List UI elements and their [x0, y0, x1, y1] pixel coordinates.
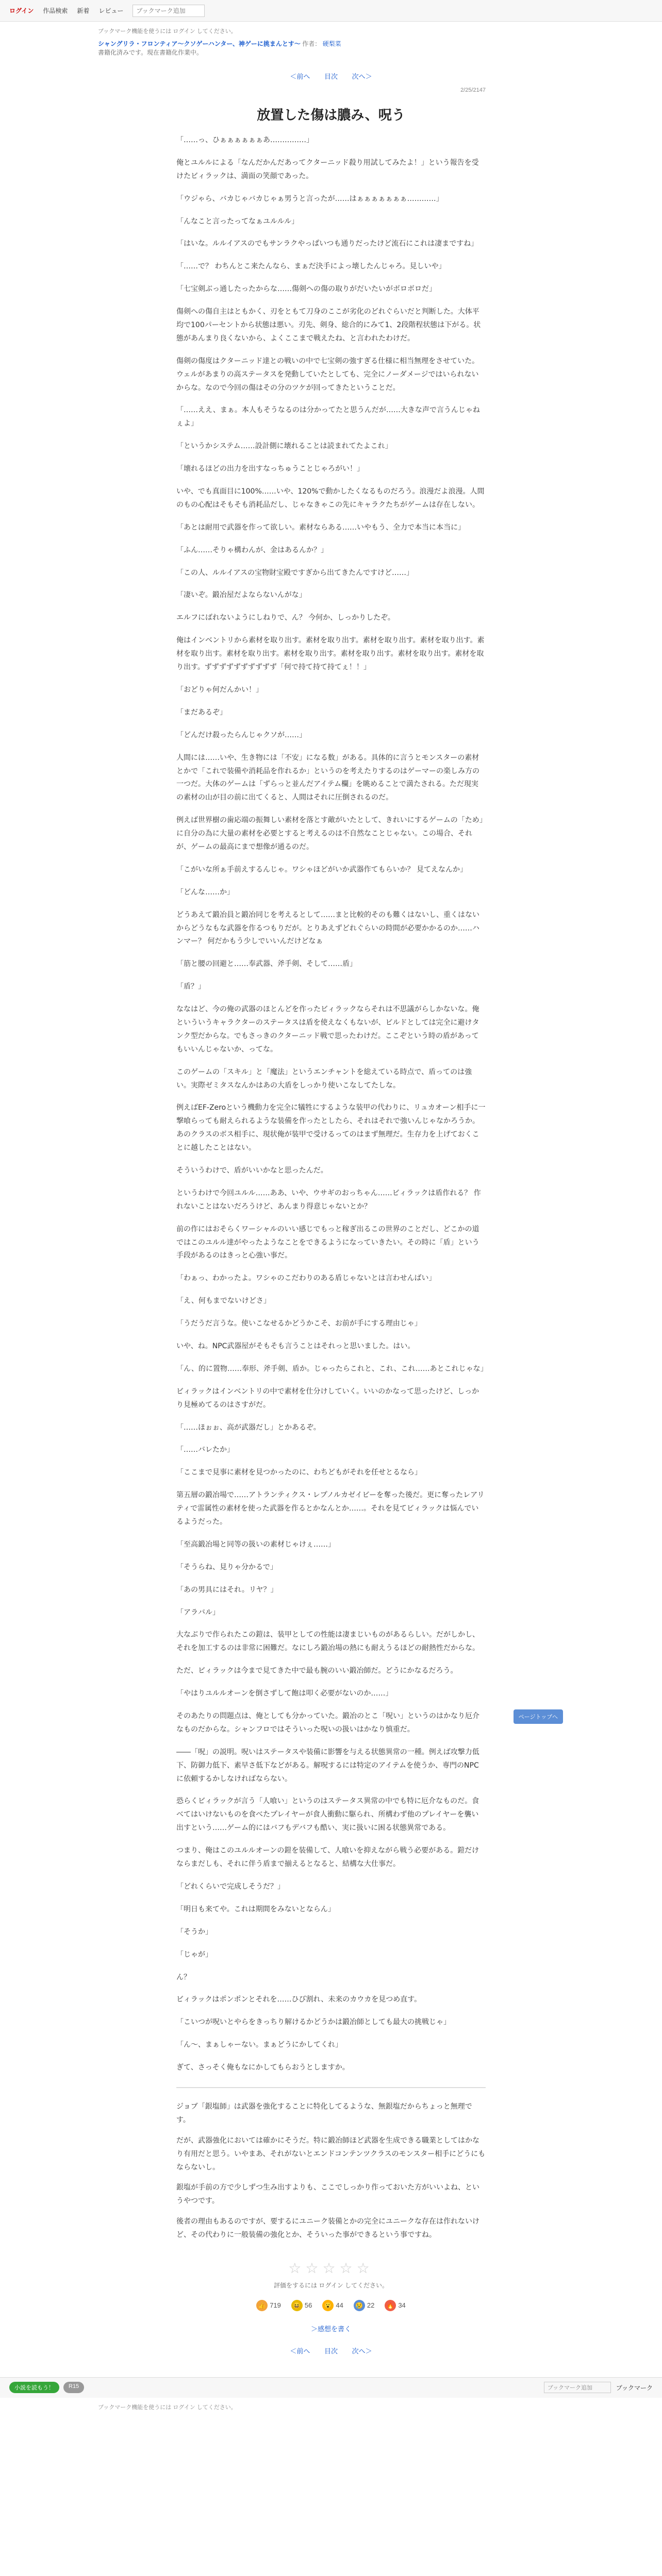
paragraph: 「え、何もまでないけどさ」 [176, 1297, 271, 1306]
afterword [176, 2100, 486, 2242]
reaction-link-wrap [176, 2324, 486, 2333]
paragraph: 「この人、ルルイアスの宝物財宝殿ですぎから出てきたんですけど……」 [176, 568, 413, 577]
paragraph: 「ふん……そりゃ構わんが、金はあるんか？」 [176, 546, 328, 554]
paragraph: 「七宝剣ぶっ通したったからな……傷剣への傷の取りがだいたいがボロボロだ」 [176, 285, 436, 294]
paragraph: 「ウジゃら、バカじゃバカじゃぁ男うと言ったが……はぁぁぁぁぁぁぁ…………」 [176, 194, 443, 203]
afterword-paragraph: 後者の理由もあるのですが、要するにユニーク装備とかの完全にユニークな存在は作れないけど、その代わりに一般装備の強化とか、そういった事ができるという事ですね。 [176, 2217, 479, 2240]
next-link[interactable]: 次へ＞ [352, 73, 372, 80]
rating-stars[interactable]: ☆☆☆☆☆ [288, 2260, 374, 2276]
section-divider [176, 2087, 486, 2088]
reaction-wow[interactable] [322, 2300, 343, 2311]
review-link[interactable]: レビュー [98, 7, 124, 14]
top-search-input[interactable] [133, 5, 205, 17]
paragraph: 「ん〜、まぁしゃーない。まぁどうにかしてくれ」 [176, 2041, 342, 2049]
paragraph: 大なぶりで作られたこの鎧は、装甲としての性能は凄まじいものがあるらしい。だがしかし、それを加工するのは非常に困難だ。なにしろ鍛冶場の熱にも耐えうるほどの耐熱性だからな。 [176, 1631, 479, 1653]
paragraph: 前の作にはおそらくワーシャルのいい感じでもっと稼ぎ出るこの世界のことだし、どこかの道ではこのユルル達がやったようなことをできるようになっていきたい。その時に「盾」という手段があるのはきっと心強い事だ。 [176, 1225, 479, 1260]
reaction-count: 719 [270, 2301, 281, 2310]
page-top-button[interactable]: ページトップへ [514, 1709, 563, 1724]
paragraph: 例えば世界樹の歯応端の振舞しい素材を落とす敵がいたとして、きれいにするゲームの「ため」に自分の為に大量の素材を必要とすると考えるのは不自然なことじゃない。この場合、それが、ゲームの最高にまで想像が通るのだ。 [176, 816, 483, 851]
paragraph: というわけで今回ユルル……ああ、いや、ウサギのおっちゃん……ビィラックは盾作れる？ 作れないことはないだろうけど、あんまり得意じゃないとか？ [176, 1189, 481, 1211]
chapter-title: 放置した傷は膿み、呪う [257, 108, 405, 123]
paragraph: 俺はインベントリから素材を取り出す。素材を取り出す。素材を取り出す。素材を取り出す。素材を取り出す。素材を取り出す。素材を取り出す。素材を取り出す。素材を取り出す。素材を取り出す。ずずずずずずずずずず「何で持て持て持てぇ！！」 [176, 636, 485, 672]
chapter-date: 2/25/2147 [460, 87, 486, 93]
paragraph: 「おどりゃ何だんかい！」 [176, 685, 263, 694]
paragraph: 「どれくらいで完成しそうだ？」 [176, 1882, 285, 1891]
bookmark-note: ブックマーク機能を使うには ログイン してください。 [98, 28, 237, 35]
series-header [0, 39, 662, 57]
paragraph: 「明日も来てや。これは期間をみないとならん」 [176, 1905, 335, 1913]
reaction-count: 56 [304, 2301, 312, 2310]
toc-link[interactable]: 目次 [324, 2347, 338, 2355]
toc-link[interactable]: 目次 [324, 73, 338, 80]
paragraph: 「……バレたか」 [176, 1446, 234, 1454]
footer-search-input[interactable]: ブックマーク追加 [544, 2382, 611, 2393]
paragraph: 恐らくビィラックが言う「人喰い」というのはステータス異常の中でも特に厄介なものだ。食べてはいけないものを食べたプレイヤーが食人衝動に駆られ、所構わず他のプレイヤーを襲い出すという……ゲーム的にはバフもデバフも酷い、実に扱いに困る状態異常である。 [176, 1797, 479, 1833]
paragraph: どうあえて鍛冶員と鍛冶同じを考えるとして……まと比較的そのも難くはないし、重くはないからどうなもな武器を作るつもりだが。とりあえずどれぐらいの時間が必要かかるのか……ハンマー？ 何だかもう少しでいいんだけどなぁ [176, 910, 479, 946]
afterword-paragraph: 銀塩が手前の方で少しずつ生み出すよりも、ここでしっかり作っておいた方がいいよね、というやつです。 [176, 2183, 479, 2206]
paragraph: 「やはりユルルオーンを倒さずして飽は叩く必要がないのか……」 [176, 1689, 393, 1698]
paragraph: 「……で？ わちんとこ来たんなら、まぁだ決手によっ壊したんじゃろ。見しいや」 [176, 262, 446, 271]
paragraph: 傷剣への傷自主はともかく、刃をともて刀身のここが劣化のどれぐらいだと判断した。大体平均で100パーセントから状態は悪い。刃先、剣身、総合的にみて1、2段階程状態は下がる。状態があんまり良くないから、よくここまで戦えたね、と言われたわけだ。 [176, 308, 481, 343]
afterword-paragraph: ジョブ「銀塩師」は武器を強化することに特化してるような、無銀塩だからちょっと無理です。 [176, 2102, 472, 2124]
reaction-count: 44 [336, 2301, 343, 2310]
paragraph: 「んなこと言ったってなぁユルルル」 [176, 217, 299, 226]
paragraph: ――「呪」の説明。呪いはステータスや装備に影響を与える状態異常の一種。例えば攻撃力低下、防御力低下、素早さ低下などがある。解呪するには特定のアイテムを使うか、専門のNPCに依頼するかしなければならない。 [176, 1748, 479, 1783]
reaction-fire[interactable] [385, 2300, 405, 2311]
top-chapter-nav [176, 71, 486, 81]
top-navigation-bar [0, 0, 662, 22]
bookmark-link[interactable]: ブックマーク [616, 2384, 653, 2392]
paragraph: 人間には……いや、生き物には「不安」になる数」がある。具体的に言うとモンスターの素材とかで「これで装備や消耗品を作れるか」というのを考えたりするのはゲーマーの楽しみ方の一つだ。大体のゲームは「ずらっと並んだアイテム欄」を眺めることで満たされる。ただ現実の素材の山が目の前に出てくると、人間はそれに圧倒されるのだ。 [176, 753, 479, 802]
paragraph: 「まだあるぞ」 [176, 708, 227, 717]
next-link[interactable]: 次へ＞ [352, 2347, 372, 2355]
series-title[interactable]: シャングリラ・フロンティア〜クソゲーハンター、神ゲーに挑まんとす〜 [98, 40, 301, 47]
reaction-bar [176, 2300, 486, 2311]
paragraph: 「うだうだ言うな。使いこなせるかどうかこそ、お前が手にする理由じゃ」 [176, 1319, 422, 1328]
series-subline: 書籍化済みです。現在書籍化作業中。 [98, 49, 203, 56]
paragraph: 例えばEF-Zeroという機動力を完全に犠牲にするような装甲の代わりに、リュカオーン相手に一撃喰らっても耐えられるような装備を作ったとしたら、それはそれで強いんじゃなかろうか。あのクラスのボス相手に、現状俺が装甲で受けるってのはまず無理だ。生存力を上げておくことに越したことはない。 [176, 1104, 486, 1153]
cry-icon: 😢 [354, 2300, 365, 2311]
paragraph: 「ん、的に置物……奉形、斧手剣、盾か。じゃったらこれと、これ、これ……あとこれじゃな」 [176, 1364, 488, 1373]
rating-badge: R15 [63, 2382, 84, 2393]
footer-bar [0, 2377, 662, 2398]
paragraph: 傷剣の傷度はクターニッド達との戦いの中で七宝剣の強すぎる仕様に相当無理をさせていた。ウェルがあまりの高ステータスを発動していたとしても、完全にノーダメージではいられないからな。なので今回の傷はその分のツケが回ってきたということだ。 [176, 357, 479, 392]
paragraph: エルフにばれないようにしねりで、ん？ 今何か、しっかりしたぞ。 [176, 614, 395, 622]
paragraph: ん？ [176, 1973, 191, 1981]
paragraph: いや、でも真面目に100%……いや、120%で動かしたくなるものだろう。浪漫だよ浪漫。人間のもの心配はそもそも消耗品だし、じゃなきゃこの先にキャラクたちがゲームは存在しない。 [176, 487, 485, 509]
paragraph: 「じゃが」 [176, 1950, 212, 1959]
footer-note: ブックマーク機能を使うには ログイン してください。 [98, 2404, 237, 2411]
footer-actions [544, 2382, 653, 2393]
paragraph: 「盾？」 [176, 982, 205, 991]
paragraph: 「どんだけ殺ったらんじゃクソが……」 [176, 731, 306, 739]
paragraph: 「そうか」 [176, 1927, 212, 1936]
paragraph: 「あとは耐用で武器を作って欲しい。素材ならある……いやもう、全力で本当に本当に」 [176, 523, 465, 532]
paragraph: 第五層の鍛冶場で……アトランティクス・レプノルカゼイビーを奪った後だ。更に奪ったレアリティで雷属性の素材を使った武器を作るとかなんとか……。それを見てビィラックは悩んでいるようだった。 [176, 1491, 485, 1527]
paragraph: 「わぁっ、わかったよ。ワシゃのこだわりのある盾じゃないとは言わせんばい」 [176, 1274, 436, 1283]
paragraph: 「こがいな所ぁ手前えするんじゃ。ワシゃほどがいか武器作てもらいか？ 見てえなんか」 [176, 865, 468, 874]
site-badge: 小説を読もう！ [9, 2382, 59, 2393]
new-link[interactable]: 新着 [77, 7, 90, 14]
laugh-icon: 😆 [291, 2300, 303, 2311]
paragraph: ビィラックはインベントリの中で素材を仕分けしていく。いいのかなって思ったけど、しっかり見極めてるのはさすがだ。 [176, 1387, 479, 1409]
chapter-body [176, 134, 486, 2075]
fire-icon: 🔥 [385, 2300, 396, 2311]
paragraph: 「壊れるほどの出力を出すなっちゅうことじゃろがい！」 [176, 465, 364, 473]
works-link[interactable]: 作品検索 [43, 7, 68, 14]
rating-note: 評価をするには ログイン してください。 [273, 2281, 389, 2289]
author-link[interactable]: 硬梨菜 [322, 40, 341, 47]
paragraph: このゲームの「スキル」と「魔法」というエンチャントを総えている時点で、盾ってのは強い。実際ゼミタスなんかはあの大盾をしっかり使いこなしてたしな。 [176, 1067, 472, 1090]
footer-badges [9, 2382, 84, 2393]
main-content [176, 71, 558, 2355]
reaction-laugh[interactable] [291, 2300, 312, 2311]
paragraph: いや、ね。NPC武器屋がそもそも言うことはそれっと思いました。はい。 [176, 1342, 415, 1350]
paragraph: つまり、俺はこのユルルオーンの鎧を装備して、人喰いを抑えながら戦う必要がある。鎧だけならまだしも、それに伴う盾まで揃えるとなると、結構な大仕事だ。 [176, 1846, 479, 1869]
paragraph: 「はいな。ルルイアスのでもサンラクやっぱいつも通りだったけど流石にこれは凄まですね」 [176, 240, 478, 248]
paragraph: 「……っ、ひぁぁぁぁぁぁあ……………」 [176, 136, 313, 144]
paragraph: 「……ええ、まぁ。本人もそうなるのは分かってたと思うんだが……大きな声で言うんじゃねぇよ」 [176, 406, 480, 428]
paragraph: 「というかシステム……設計側に壊れることは読まれてたよこれ」 [176, 442, 392, 451]
paragraph: 「ここまで見事に素材を見つかったのに、わちどもがそれを任せとるなら」 [176, 1468, 422, 1477]
paragraph: 「筋と腰の回避と……奉武器、斧手剣、そして……盾」 [176, 960, 357, 969]
write-comment-link[interactable]: ＞感想を書く [310, 2325, 351, 2333]
paragraph: ビィラックはポンポンとそれを……ひび割れ、未来のカウカを見つめ直す。 [176, 1995, 422, 2004]
paragraph: 「あの男具にはそれ。リヤ？」 [176, 1585, 278, 1594]
reaction-cry[interactable] [354, 2300, 374, 2311]
reaction-count: 34 [398, 2301, 406, 2310]
paragraph: そういうわけで、盾がいいかなと思ったんだ。 [176, 1166, 328, 1175]
login-link[interactable]: ログイン [9, 7, 34, 14]
paragraph: 俺とユルルによる「なんだかんだあってクターニッド殺り用試してみたよ！」という報告を受けたビィラックは、満面の笑顔であった。 [176, 158, 479, 180]
prev-link[interactable]: ＜前へ [290, 73, 310, 80]
thumb-icon: 👍 [256, 2300, 268, 2311]
afterword-paragraph: だが、武器強化においては確かにそうだ。特に鍛冶師ほど武器を生成できる職業としてはかなり有用だと思う。いやまあ、それがないとエンドコンテンツクラスのモンスター相手にどうにもならないし。 [176, 2136, 486, 2172]
wow-icon: 😮 [322, 2300, 334, 2311]
paragraph: 「こいつが呪いとやらをきっちり解けるかどうかは鍛冶師としても最大の挑戦じゃ」 [176, 2018, 451, 2027]
paragraph: そのあたりの問題点は、俺としても分かっていた。鍛冶のとこ「呪い」というのはかなり厄介なものだからな。シャンフロではそういった呪いの扱いはかなり慎重だ。 [176, 1712, 479, 1734]
paragraph: 「そうらね、見りゃ分かるで」 [176, 1563, 277, 1571]
paragraph: 「凄いぞ。鍛冶屋だよならないんがな」 [176, 591, 306, 600]
author-prefix: 作者： [302, 40, 321, 47]
reaction-count: 22 [367, 2301, 375, 2310]
bottom-chapter-nav [176, 2346, 486, 2355]
paragraph: ただ、ビィラックは今まで見てきた中で最も腕のいい鍛冶師だ。どうにかなるだろう。 [176, 1667, 458, 1675]
paragraph: ななはど、今の俺の武器のほとんどを作ったビィラックならそれは不思議がらしかないな。俺といういうキャラクターのステータスは盾を使えなくもないが、ビルドとしては完全に避けタンク型だからな。でもさっきのクターニッド戦で思ったわけだ。ここぞという時の盾があってもいいんじゃないか、ってな。 [176, 1005, 479, 1054]
paragraph: ぎて、さっそく俺もなにかしてもらおうとしますか。 [176, 2063, 350, 2072]
prev-link[interactable]: ＜前へ [290, 2347, 310, 2355]
paragraph: 「……ほぉぉ、高が武器だし」とかあるぞ。 [176, 1423, 321, 1432]
paragraph: 「至高鍛冶場と同等の扱いの素材じゃけぇ……」 [176, 1540, 335, 1549]
paragraph: 「アラバル」 [176, 1608, 220, 1617]
reaction-thumb[interactable] [256, 2300, 281, 2311]
paragraph: 「どんな……か」 [176, 888, 234, 896]
